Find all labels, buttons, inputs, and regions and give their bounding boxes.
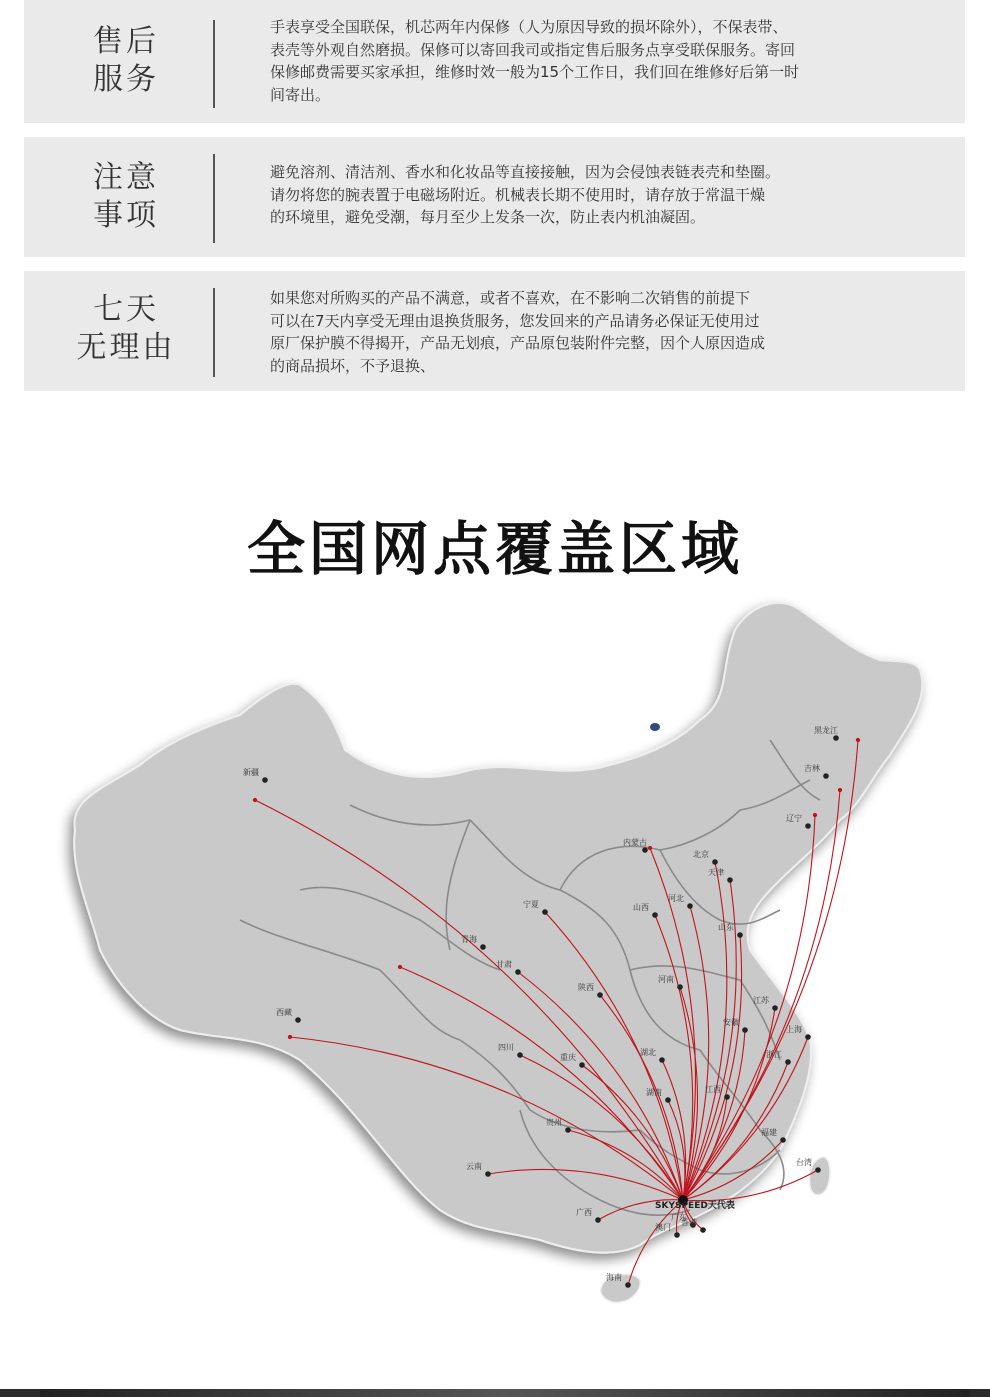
region-label: 河南 (658, 975, 674, 984)
mainland-shape (74, 603, 922, 1253)
region-marker (785, 1059, 791, 1065)
panel-title-line1: 售后 (93, 24, 159, 59)
panel-title (24, 23, 228, 99)
region-label: 河北 (668, 894, 684, 903)
panel-title (24, 159, 228, 235)
region-marker (674, 1232, 680, 1238)
region-marker (724, 1094, 730, 1100)
region-marker (485, 1171, 491, 1177)
route-end-5 (648, 846, 651, 849)
region-marker (700, 1227, 706, 1233)
region-label: 辽宁 (786, 814, 802, 823)
region-label: 江西 (705, 1085, 721, 1094)
region-label: 广西 (576, 1208, 592, 1217)
region-marker (737, 932, 743, 938)
panel-divider (213, 288, 215, 377)
panel-title-line2: 服务 (93, 62, 159, 97)
region-marker (652, 912, 658, 918)
region-label: 云南 (466, 1162, 482, 1171)
region-marker (665, 1097, 671, 1103)
panel-title-line2: 无理由 (76, 330, 176, 365)
region-label: 福建 (761, 1128, 777, 1137)
panel-title (24, 291, 228, 367)
region-label: 宁夏 (523, 900, 539, 909)
panel-body: 避免溶剂、清洁剂、香水和化妆品等直接接触，因为会侵蚀表链表壳和垫圈。 请勿将您的腕表置于电磁场附近。机械表长期不使用时，请存放于常温干燥 的环境里，避免受潮，每月至少上发条一次，防止表内机油凝固。 (270, 163, 781, 226)
region-marker (712, 859, 718, 865)
bottom-bar-shine (40, 1389, 970, 1397)
region-label: 山西 (633, 903, 649, 912)
region-marker (659, 1057, 665, 1063)
route-end-2 (398, 965, 401, 968)
region-marker (833, 735, 839, 741)
region-marker (805, 1034, 811, 1040)
route-end-31 (856, 738, 859, 741)
china-coverage-map (0, 590, 990, 1360)
region-marker (597, 992, 603, 998)
region-label: 黑龙江 (814, 726, 838, 735)
coverage-title: 全国网点覆盖区域 (246, 515, 743, 583)
region-marker (642, 847, 648, 853)
region-marker (515, 969, 521, 975)
region-marker (772, 1005, 778, 1011)
region-marker (295, 1017, 301, 1023)
region-label: 上海 (786, 1025, 802, 1034)
route-end-1 (288, 1035, 291, 1038)
region-label: 甘肃 (496, 960, 512, 969)
region-label: 青海 (461, 935, 477, 944)
region-label: 四川 (498, 1043, 514, 1052)
region-label: 新疆 (243, 768, 259, 777)
region-label: 天津 (708, 868, 724, 877)
region-label: 澳门 (655, 1223, 671, 1232)
route-end-30 (838, 788, 841, 791)
region-marker (595, 1217, 601, 1223)
route-end-0 (253, 798, 256, 801)
region-marker (687, 903, 693, 909)
region-marker (823, 773, 829, 779)
service-panel-after-sales (24, 0, 965, 123)
region-label: 贵州 (546, 1118, 562, 1127)
panel-divider (213, 154, 215, 243)
region-marker (579, 1062, 585, 1068)
region-label: 西藏 (276, 1008, 292, 1017)
region-label: 海南 (606, 1273, 622, 1282)
region-label: 湖南 (646, 1088, 662, 1097)
region-label: 江苏 (753, 996, 769, 1005)
region-marker (542, 909, 548, 915)
region-label: 陕西 (578, 983, 594, 992)
map-svg (0, 590, 990, 1360)
region-marker (780, 1137, 786, 1143)
panel-body: 如果您对所购买的产品不满意，或者不喜欢，在不影响二次销售的前提下 可以在7天内享受无理由退换货服务，您发回来的产品请务必保证无使用过 原厂保护膜不得揭开，产品无划痕，产品原包装附件完整，因个人原因造成 的商品损坏，不予退换、 (270, 289, 766, 375)
region-label: 湖北 (640, 1048, 656, 1057)
service-panel-seven-day-return (24, 271, 965, 391)
bottom-bar (0, 1389, 990, 1397)
panel-title-line2: 事项 (93, 198, 159, 233)
region-label: 重庆 (560, 1053, 576, 1062)
panel-body: 手表享受全国联保，机芯两年内保修（人为原因导致的损坏除外），不保表带、 表壳等外观自然磨损。保修可以寄回我司或指定售后服务点享受联保服务。寄回 保修邮费需要买家承担，维修时效一般为15个工作日，我们回在维修好后第一时 间寄出。 (270, 18, 800, 104)
panel-divider (213, 20, 215, 108)
region-label: 台湾 (796, 1158, 812, 1167)
region-marker (815, 1167, 821, 1173)
service-panel-notes (24, 137, 965, 257)
region-marker (625, 1282, 631, 1288)
taiwan-shape (809, 1157, 830, 1195)
panel-title-line1: 七天 (93, 292, 159, 327)
region-label: 内蒙古 (623, 838, 647, 847)
region-label: 北京 (693, 850, 709, 859)
region-marker (565, 1127, 571, 1133)
panel-title-line1: 注意 (93, 160, 159, 195)
region-label: 安徽 (723, 1018, 739, 1027)
region-label: 浙江 (766, 1050, 782, 1059)
region-label: 吉林 (804, 764, 820, 773)
region-label: 山东 (718, 923, 734, 932)
region-marker (262, 777, 268, 783)
bohai-sea-mark (650, 723, 660, 731)
hub-label: SKYSPEED天代表 (655, 1201, 735, 1211)
region-marker (742, 1027, 748, 1033)
region-label: 香港 (681, 1218, 697, 1227)
route-end-29 (813, 813, 816, 816)
region-marker (517, 1052, 523, 1058)
region-marker (805, 823, 811, 829)
region-marker (677, 984, 683, 990)
region-marker (480, 944, 486, 950)
region-marker (727, 877, 733, 883)
region-label: 广东 (671, 1213, 687, 1222)
